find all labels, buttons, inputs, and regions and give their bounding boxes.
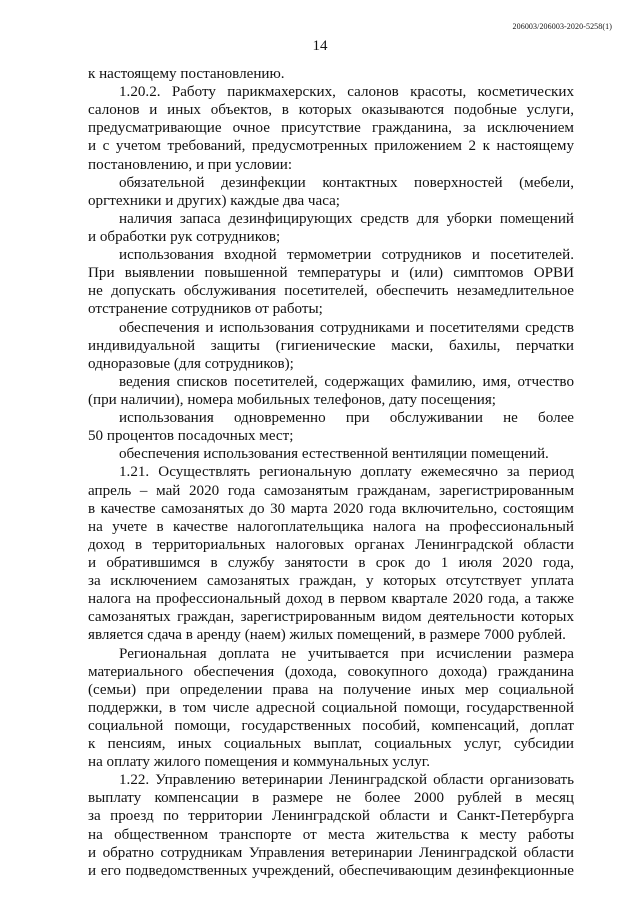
text-line: доход в территориальных налоговых органах Ленинградской области (88, 536, 574, 553)
text-line: использования входной термометрии сотрудников и посетителей. (119, 247, 574, 264)
text-line: выплату компенсации в размере не более 2000 рублей в месяц (88, 790, 574, 807)
text-line: обеспечения и использования сотрудниками и посетителями средств (119, 319, 574, 336)
text-line: (при наличии), номера мобильных телефонов, дату посещения; (88, 391, 496, 408)
text-line: апрель – май 2020 года самозанятым гражданам, зарегистрированным (88, 482, 574, 499)
text-line: отстранение сотрудников от работы; (88, 301, 323, 318)
text-line: 50 процентов посадочных мест; (88, 428, 294, 445)
text-line: При выявлении повышенной температуры и (или) симптомов ОРВИ (88, 265, 574, 282)
text-line: и обратившимся в службу занятости в срок до 1 июля 2020 года, (88, 554, 574, 571)
text-line: постановлению, и при условии: (88, 156, 293, 173)
text-line: наличия запаса дезинфицирующих средств для уборки помещений (119, 210, 574, 227)
text-line: 1.20.2. Работу парикмахерских, салонов красоты, косметических (119, 84, 574, 101)
text-line: материального обеспечения (дохода, совокупного дохода) гражданина (88, 663, 574, 680)
text-line: самозанятых граждан, зарегистрированным видом деятельности которых (88, 609, 574, 626)
text-line: и обработки рук сотрудников; (88, 228, 281, 245)
text-line: салонов и иных объектов, в которых оказываются подобные услуги, (88, 102, 574, 119)
text-line: (семьи) при определении права на получение иных мер социальной (88, 681, 574, 698)
text-line: к пенсиям, иных социальных выплат, социальных услуг, субсидии (88, 736, 574, 753)
text-line: и с учетом требований, предусмотренных приложением 2 к настоящему (88, 138, 574, 155)
text-line: оргтехники и других) каждые два часа; (88, 192, 340, 209)
text-line: на оплату жилого помещения и коммунальных услуг. (88, 754, 431, 771)
text-line: на общественном транспорте от места жительства к месту работы (88, 826, 574, 843)
text-line: обеспечения использования естественной вентиляции помещений. (119, 446, 549, 463)
text-line: 1.22. Управлению ветеринарии Ленинградской области организовать (119, 772, 574, 789)
text-line: является сдача в аренду (наем) жилых помещений, в размере 7000 рублей. (88, 627, 566, 644)
page-number: 14 (312, 38, 328, 54)
text-line: ведения списков посетителей, содержащих фамилию, имя, отчество (119, 373, 574, 390)
text-line: использования одновременно при обслуживании не более (119, 410, 574, 427)
text-line: поддержки, в том числе адресной социальной помощи, государственной (88, 699, 574, 716)
text-line: за исключением самозанятых граждан, у которых отсутствует уплата (88, 573, 574, 590)
text-line: и его подведомственных учреждений, обеспечивающим дезинфекционные (88, 862, 574, 879)
text-line: на учете в качестве налогоплательщика налога на профессиональный (88, 518, 574, 535)
text-line: к настоящему постановлению. (88, 66, 285, 82)
text-line: налога на профессиональный доход в первом квартале 2020 года, а также (88, 591, 574, 608)
text-line: за проезд по территории Ленинградской области и Санкт-Петербурга (88, 808, 574, 825)
text-line: обязательной дезинфекции контактных поверхностей (мебели, (119, 174, 574, 191)
text-line: в качестве самозанятых до 30 марта 2020 года включительно, состоящим (88, 500, 574, 517)
text-line: не допускать обслуживания посетителей, обеспечить незамедлительное (88, 283, 574, 300)
text-line: Региональная доплата не учитывается при исчислении размера (119, 645, 574, 662)
document-body (88, 65, 574, 880)
text-line: предусматривающие очное присутствие гражданина, за исключением (88, 120, 574, 137)
text-line: одноразовые (для сотрудников); (88, 355, 294, 372)
text-line: и обратно сотрудникам Управления ветеринарии Ленинградской области (88, 844, 574, 861)
document-id: 206003/206003-2020-5258(1) (512, 22, 612, 31)
text-line: индивидуальной защиты (гигиенические маски, бахилы, перчатки (88, 337, 574, 354)
text-line: социальной помощи, государственных пособий, компенсаций, доплат (88, 717, 574, 734)
text-line: 1.21. Осуществлять региональную доплату ежемесячно за период (119, 464, 574, 481)
